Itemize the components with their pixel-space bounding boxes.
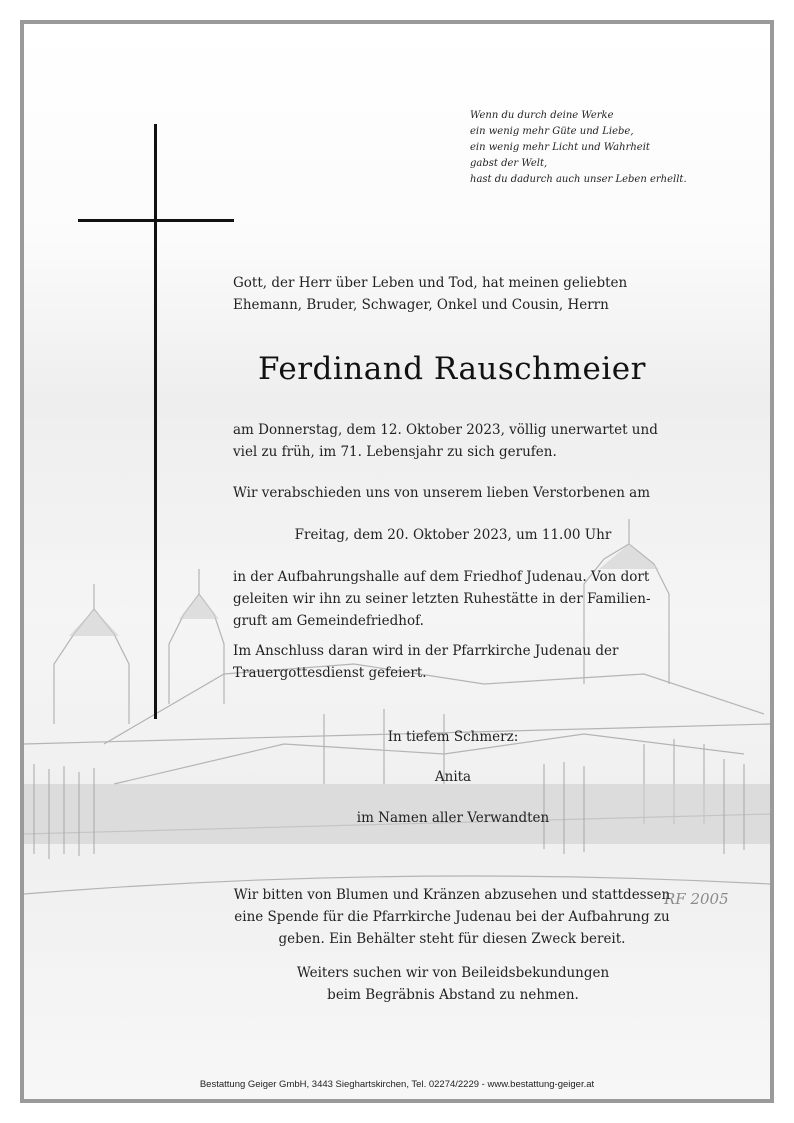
service-text bbox=[233, 640, 673, 684]
deceased-name: Ferdinand Rauschmeier bbox=[258, 351, 646, 387]
service-line: Im Anschluss daran wird in der Pfarrkirche Judenau der bbox=[233, 643, 619, 659]
donation-text bbox=[214, 884, 690, 950]
location-line: geleiten wir ihn zu seiner letzten Ruhestätte in der Familien- bbox=[233, 591, 651, 607]
location-line: gruft am Gemeindefriedhof. bbox=[233, 613, 424, 629]
death-line: viel zu früh, im 71. Lebensjahr zu sich gerufen. bbox=[233, 444, 557, 460]
farewell-text: Wir verabschieden uns von unserem lieben Verstorbenen am bbox=[233, 485, 651, 501]
mourner-name: Anita bbox=[434, 769, 472, 785]
page-frame bbox=[20, 20, 774, 1103]
ceremony-date: Freitag, dem 20. Oktober 2023, um 11.00 Uhr bbox=[294, 527, 612, 543]
donation-line: Wir bitten von Blumen und Kränzen abzusehen und stattdessen bbox=[233, 887, 671, 903]
cross-icon-horizontal bbox=[78, 219, 234, 222]
intro-line: Gott, der Herr über Leben und Tod, hat meinen geliebten bbox=[233, 275, 628, 291]
poem-line: ein wenig mehr Licht und Wahrheit bbox=[470, 142, 650, 153]
donation-line: geben. Ein Behälter steht für diesen Zweck bereit. bbox=[278, 931, 626, 947]
poem-line: hast du dadurch auch unser Leben erhellt. bbox=[470, 174, 687, 185]
condolence-line: beim Begräbnis Abstand zu nehmen. bbox=[327, 987, 579, 1003]
location-text bbox=[233, 566, 673, 632]
poem-line: ein wenig mehr Güte und Liebe, bbox=[470, 126, 634, 137]
poem-line: gabst der Welt, bbox=[470, 158, 548, 169]
intro-text bbox=[233, 272, 673, 316]
death-notice bbox=[233, 419, 673, 463]
service-line: Trauergottesdienst gefeiert. bbox=[233, 665, 427, 681]
mourners-relatives: im Namen aller Verwandten bbox=[356, 810, 550, 826]
intro-line: Ehemann, Bruder, Schwager, Onkel und Cousin, Herrn bbox=[233, 297, 609, 313]
poem bbox=[470, 108, 687, 188]
poem-line: Wenn du durch deine Werke bbox=[470, 110, 614, 121]
death-line: am Donnerstag, dem 12. Oktober 2023, völlig unerwartet und bbox=[233, 422, 658, 438]
cross-icon-vertical bbox=[154, 124, 157, 719]
mourners-heading: In tiefem Schmerz: bbox=[387, 729, 519, 745]
location-line: in der Aufbahrungshalle auf dem Friedhof Judenau. Von dort bbox=[233, 569, 650, 585]
funeral-home-footer: Bestattung Geiger GmbH, 3443 Sieghartskirchen, Tel. 02274/2229 - www.bestattung-geiger.at bbox=[199, 1079, 595, 1090]
condolence-text bbox=[233, 962, 673, 1006]
condolence-line: Weiters suchen wir von Beileidsbekundungen bbox=[296, 965, 610, 981]
donation-line: eine Spende für die Pfarrkirche Judenau bei der Aufbahrung zu bbox=[234, 909, 670, 925]
artist-signature: RF 2005 bbox=[664, 890, 729, 908]
